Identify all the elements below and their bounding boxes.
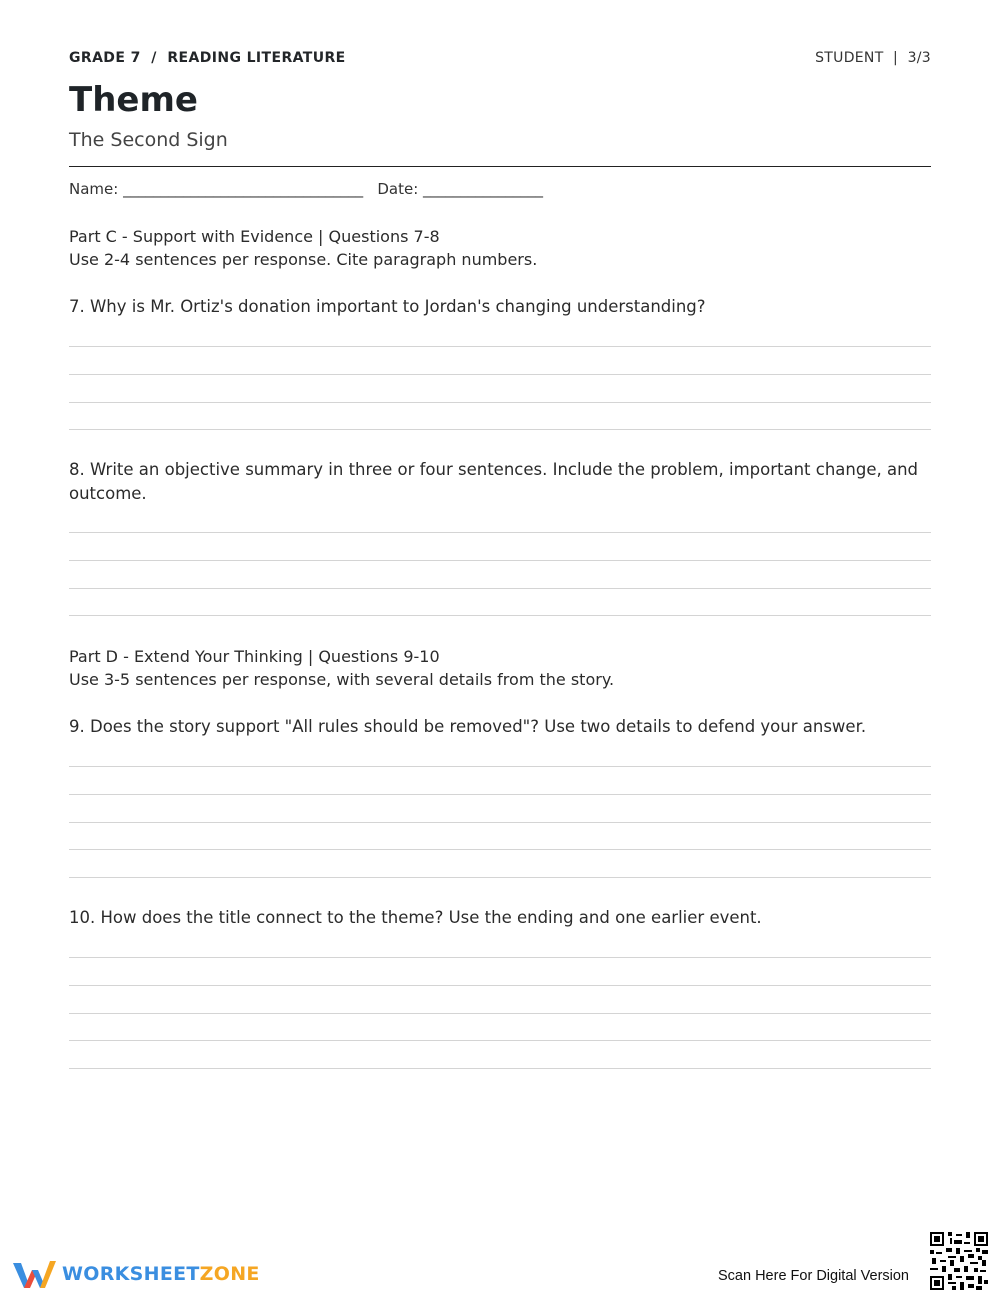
answer-line[interactable] [69,1068,931,1069]
answer-line[interactable] [69,402,931,403]
answer-line[interactable] [69,1013,931,1014]
breadcrumb: GRADE 7 / READING LITERATURE [69,50,346,66]
answer-line[interactable] [69,1040,931,1041]
part-c-heading: Part C - Support with Evidence | Questions 7-8 [69,227,440,246]
answer-line[interactable] [69,766,931,767]
answer-line[interactable] [69,532,931,533]
logo-w-icon [12,1258,56,1290]
logo-wordmark: WORKSHEETZONE [62,1263,260,1285]
page-subtitle: The Second Sign [69,129,228,151]
question-9: 9. Does the story support "All rules should be removed"? Use two details to defend your answer. [69,717,867,736]
part-d-heading: Part D - Extend Your Thinking | Questions 9-10 [69,647,440,666]
answer-line[interactable] [69,374,931,375]
question-8: 8. Write an objective summary in three or four sentences. Include the problem, important change, and outcome. [69,460,919,503]
part-d-instructions: Use 3-5 sentences per response, with several details from the story. [69,670,615,689]
answer-line[interactable] [69,849,931,850]
answer-line[interactable] [69,877,931,878]
answer-line[interactable] [69,794,931,795]
answer-line[interactable] [69,588,931,589]
answer-line[interactable] [69,957,931,958]
answer-line[interactable] [69,429,931,430]
answer-line[interactable] [69,560,931,561]
question-10: 10. How does the title connect to the theme? Use the ending and one earlier event. [69,908,762,927]
scan-caption: Scan Here For Digital Version [718,1268,909,1284]
name-date-fields[interactable]: Name: ________________________________ Date: ________________ [69,180,544,198]
answer-line[interactable] [69,615,931,616]
answer-line[interactable] [69,985,931,986]
answer-line[interactable] [69,346,931,347]
page-indicator: STUDENT | 3/3 [815,50,931,66]
header-divider [69,166,931,167]
question-7: 7. Why is Mr. Ortiz's donation important to Jordan's changing understanding? [69,297,706,316]
part-c-section [69,225,537,271]
part-d-section [69,645,614,691]
part-c-instructions: Use 2-4 sentences per response. Cite paragraph numbers. [69,250,538,269]
qr-code-icon[interactable] [930,1232,988,1290]
answer-line[interactable] [69,822,931,823]
top-bar [69,50,931,68]
page-title: Theme [69,80,198,120]
